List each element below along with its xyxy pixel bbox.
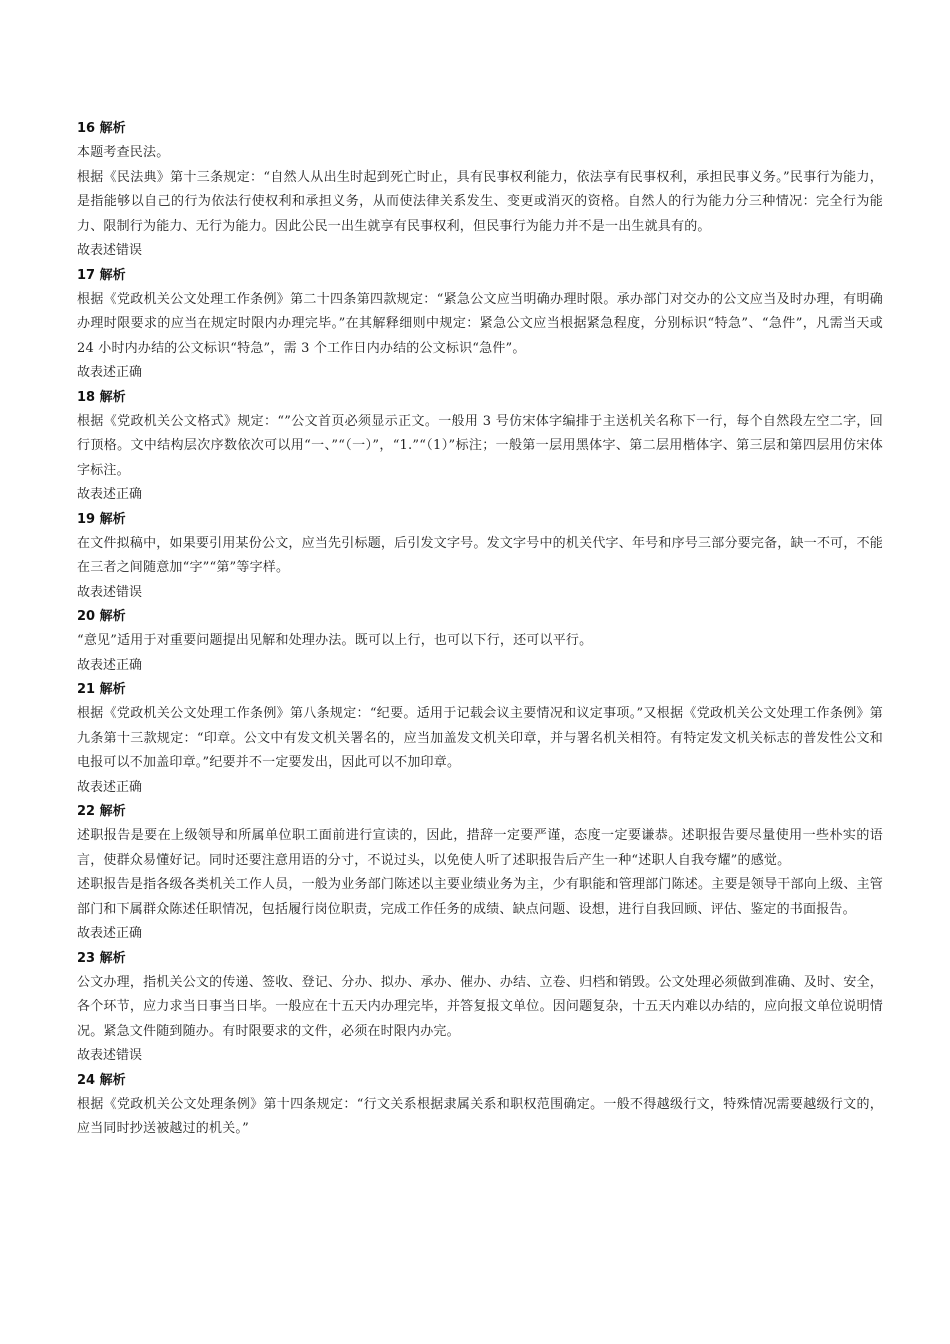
entry-verdict: 故表述错误 xyxy=(77,1048,143,1063)
entry-paragraph: 根据《党政机关公文处理工作条例》第八条规定：“纪要。适用于记载会议主要情况和议定事项。”又根据《党政机关公文处理工作条例》第九条第十三款规定：“印章。公文中有发文机关署名的，应当加盖发文机关印章，并与署名机关相符。有特定发文机关标志的普发性公文和电报可以不加盖印章。”纪要并不一定要发出，因此可以不加印章。 xyxy=(77,706,883,770)
entry-heading: 20 解析 xyxy=(77,609,126,624)
entry-verdict: 故表述正确 xyxy=(77,926,143,941)
entry-heading: 19 解析 xyxy=(77,511,126,527)
entry-verdict: 故表述正确 xyxy=(77,657,143,673)
answer-entry-21 xyxy=(77,678,883,800)
entry-paragraph: 在文件拟稿中，如果要引用某份公文，应当先引标题，后引发文字号。发文字号中的机关代字、年号和序号三部分要完备，缺一不可，不能在三者之间随意加“字”“第”等字样。 xyxy=(77,535,883,575)
answer-entry-19 xyxy=(77,508,883,606)
answer-entry-16 xyxy=(77,117,883,264)
entry-heading: 17 解析 xyxy=(77,267,126,283)
entry-paragraph: 根据《党政机关公文处理工作条例》第二十四条第四款规定：“紧急公文应当明确办理时限。承办部门对交办的公文应当及时办理，有明确办理时限要求的应当在规定时限内办理完毕。”在其解释细则中规定：紧急公文应当根据紧急程度，分别标识“特急”、“急件”，凡需当天或 24 小时内办结的公文标识“特急”，需 3 个工作日内办结的公文标识“急件”。 xyxy=(77,291,883,356)
entry-paragraph: 根据《党政机关公文格式》规定：“”公文首页必须显示正文。一般用 3 号仿宋体字编排于主送机关名称下一行，每个自然段左空二字，回行顶格。文中结构层次序数依次可以用“一、”“（一）”，“1.”“（1）”标注；一般第一层用黑体字、第二层用楷体字、第三层和第四层用仿宋体字标注。 xyxy=(77,413,883,478)
entry-heading: 18 解析 xyxy=(77,389,126,405)
entry-heading: 22 解析 xyxy=(77,804,126,819)
entry-verdict: 故表述正确 xyxy=(77,487,143,502)
entry-paragraph: 述职报告是要在上级领导和所属单位职工面前进行宣读的，因此，措辞一定要严谨，态度一定要谦恭。述职报告要尽量使用一些朴实的语言，使群众易懂好记。同时还要注意用语的分寸，不说过头，以免使人听了述职报告后产生一种“述职人自我夸耀”的感觉。 xyxy=(77,828,883,868)
answer-entry-20 xyxy=(77,605,883,678)
entry-heading: 23 解析 xyxy=(77,950,126,966)
entry-heading: 24 解析 xyxy=(77,1072,126,1088)
entry-paragraph: “意见”适用于对重要问题提出见解和处理办法。既可以上行，也可以下行，还可以平行。 xyxy=(77,633,593,648)
entry-verdict: 故表述错误 xyxy=(77,584,143,600)
answer-entry-18 xyxy=(77,386,883,508)
answer-entry-24 xyxy=(77,1069,883,1142)
answer-entry-23 xyxy=(77,947,883,1069)
entry-heading: 16 解析 xyxy=(77,121,126,136)
entry-paragraph: 公文办理，指机关公文的传递、签收、登记、分办、拟办、承办、催办、办结、立卷、归档和销毁。公文处理必须做到准确、及时、安全，各个环节，应力求当日事当日毕。一般应在十五天内办理完毕，并答复报文单位。因问题复杂，十五天内难以办结的，应向报文单位说明情况。紧急文件随到随办。有时限要求的文件，必须在时限内办完。 xyxy=(77,974,883,1039)
entry-verdict: 故表述正确 xyxy=(77,365,143,380)
entry-paragraph: 根据《党政机关公文处理条例》第十四条规定：“行文关系根据隶属关系和职权范围确定。一般不得越级行文，特殊情况需要越级行文的，应当同时抄送被越过的机关。” xyxy=(77,1096,883,1136)
entry-heading: 21 解析 xyxy=(77,682,126,697)
answer-entry-22 xyxy=(77,800,883,947)
answer-entry-17 xyxy=(77,264,883,386)
entry-paragraph: 述职报告是指各级各类机关工作人员，一般为业务部门陈述以主要业绩业务为主，少有职能和管理部门陈述。主要是领导干部向上级、主管部门和下属群众陈述任职情况，包括履行岗位职责，完成工作任务的成绩、缺点问题、设想，进行自我回顾、评估、鉴定的书面报告。 xyxy=(77,877,883,917)
entry-verdict: 故表述正确 xyxy=(77,779,143,795)
entry-verdict: 故表述错误 xyxy=(77,243,143,258)
document-page xyxy=(77,117,883,1142)
entry-paragraph: 根据《民法典》第十三条规定：“自然人从出生时起到死亡时止，具有民事权利能力，依法享有民事权利，承担民事义务。”民事行为能力，是指能够以自己的行为依法行使权利和承担义务，从而使法律关系发生、变更或消灭的资格。自然人的行为能力分三种情况：完全行为能力、限制行为能力、无行为能力。因此公民一出生就享有民事权利，但民事行为能力并不是一出生就具有的。 xyxy=(77,169,883,234)
entry-paragraph: 本题考查民法。 xyxy=(77,145,170,160)
